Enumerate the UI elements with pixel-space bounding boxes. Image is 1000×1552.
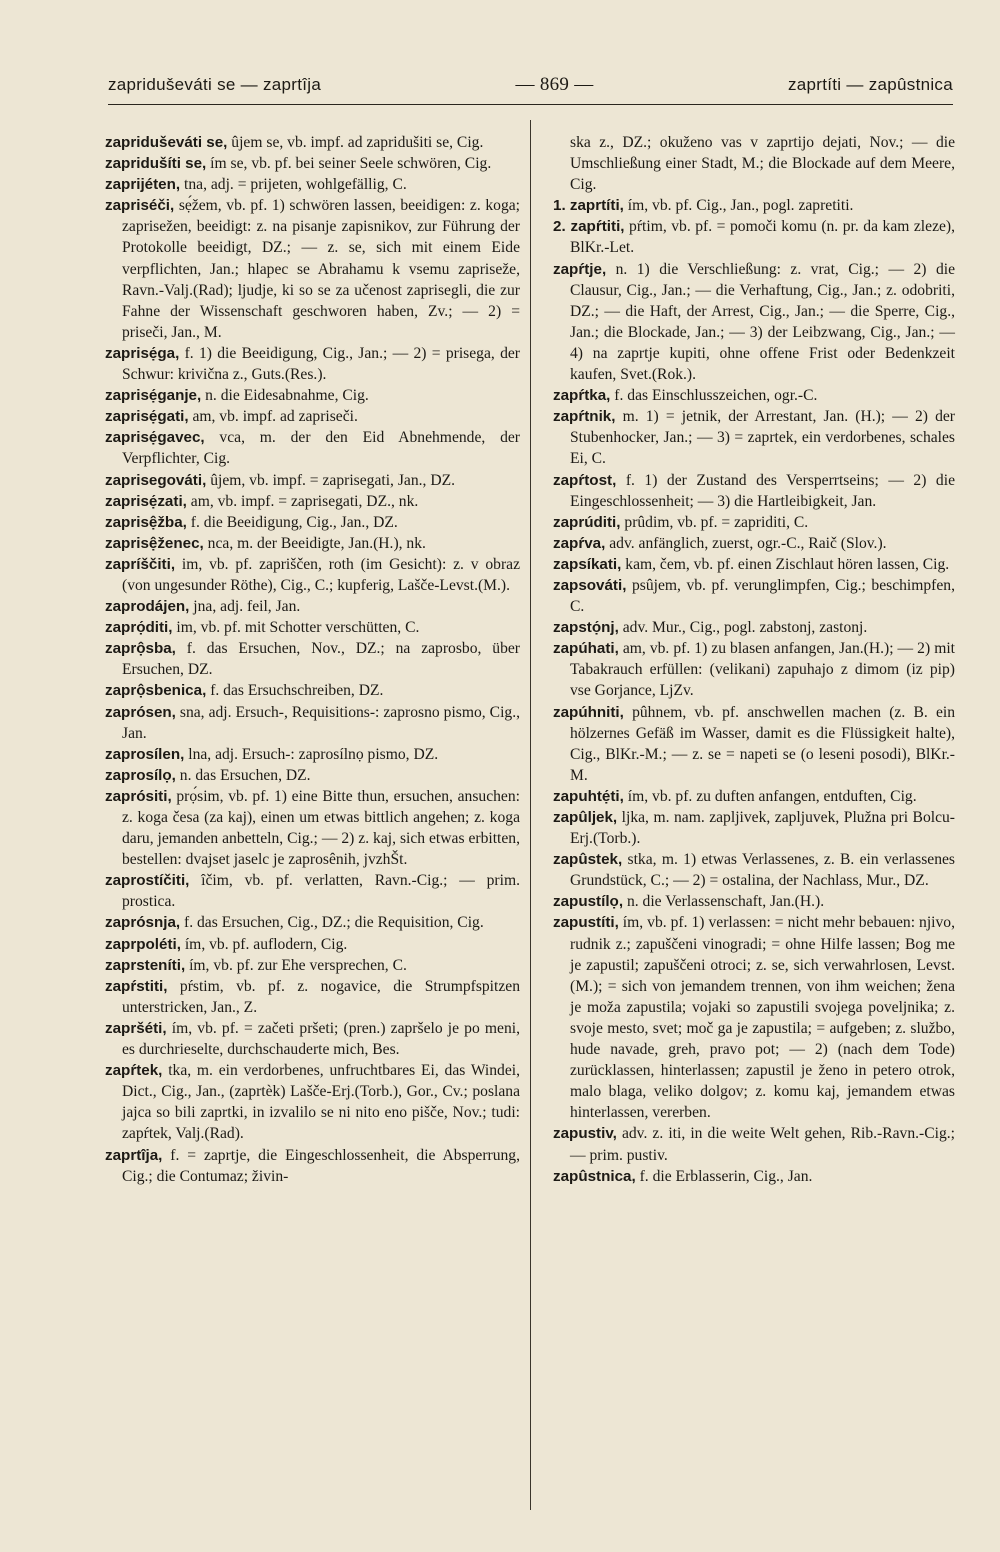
dictionary-entry [105,406,520,427]
entry-definition: jna, adj. feil, Jan. [189,598,301,616]
dictionary-entry [553,849,955,891]
entry-definition: f. die Erblasserin, Cig., Jan. [635,1167,813,1185]
entry-headword: zaprisẹ́ga, [105,344,180,362]
dictionary-entry [105,870,520,912]
entry-definition: ím, vb. pf. zu duften anfangen, entduften, Cig. [623,787,917,805]
entry-definition: sna, adj. Ersuch-, Requisitions-: zaprosno pismo, Cig., Jan. [122,703,520,742]
dictionary-entry [553,195,955,216]
dictionary-entry [105,470,520,491]
entry-headword: zapustíti, [553,914,619,932]
dictionary-entry [553,638,955,701]
entry-definition: psûjem, vb. pf. verunglimpfen, Cig.; beschimpfen, C. [570,576,955,616]
running-header [108,70,953,100]
dictionary-entry [105,174,520,195]
entry-headword: zaprộsbenica, [105,682,207,700]
entry-definition: tka, m. ein verdorbenes, unfruchtbares Ei, das Windei, Dict., Cig., Jan., (zaprtèk) Lašče-Erj.(Torb.), Gor., Cv.; poslana jajca so bili zaprtki, in izvalilo se ni nito eno pišče, Nov.; tudi: zapŕtek, Valj.(Rad). [122,1062,520,1143]
entry-headword: zaprostíčiti, [105,872,190,890]
dictionary-entry [105,786,520,870]
entry-definition: f. das Einschlusszeichen, ogr.-C. [610,387,818,405]
entry-definition: n. 1) die Verschließung: z. vrat, Cig.; — 2) die Clausur, Cig., Jan.; — die Verhaftung, Cig., Jan.; z. odobriti, DZ.; — die Haft, der Arrest, Cig., Jan.; — die Sperre, Cig., Jan.; die Blockade, Jan.; — 3) der Leibzwang, Cig., Jan.; — 4) na zaprtje kupiti, ohne offene Frist oder Bedenkzeit kaufen, Svet.(Rok.). [570,260,955,384]
entry-definition: m. 1) = jetnik, der Arrestant, Jan. (H.); — 2) der Stubenhocker, Jan.; — 3) = zaprtek, ein verdorbenes, schales Ei, C. [570,408,955,468]
dictionary-entry [553,512,955,533]
entry-definition: adv. Mur., Cig., pogl. zabstonj, zastonj. [618,619,868,637]
dictionary-entry [553,912,955,1123]
entry-definition: adv. anfänglich, zuerst, ogr.-C., Raič (Slov.). [605,534,887,552]
header-right-guideword: zaprtíti — zapûstnica [787,75,953,94]
entry-headword: zapûstek, [553,851,623,869]
entry-definition: am, vb. impf. = zaprisegati, DZ., nk. [186,492,419,510]
entry-headword: zaprisệžba, [105,513,187,531]
entry-headword: zaprpoléti, [105,935,181,953]
dictionary-entry [105,765,520,786]
dictionary-entry [553,575,955,617]
entry-definition: ûjem, vb. impf. = zaprisegati, Jan., DZ. [206,471,456,489]
entry-definition: kam, čem, vb. pf. einen Zischlaut hören lassen, Cig. [621,555,950,573]
entry-headword: zapŕtka, [553,387,611,405]
dictionary-entry [105,512,520,533]
dictionary-entry [105,617,520,638]
entry-definition: f. das Ersuchschreiben, DZ. [206,682,384,700]
entry-definition: f. = zaprtje, die Eingeschlossenheit, die Absperrung, Cig.; die Contumaz; živin- [122,1146,520,1185]
entry-definition: ljka, m. nam. zapljivek, zapljuvek, Plužna pri Bolcu-Erj.(Torb.). [570,809,955,848]
dictionary-entry [553,807,955,849]
dictionary-entry [553,406,955,469]
dictionary-entry [105,976,520,1018]
entry-definition: n. die Eidesabnahme, Cig. [201,387,369,405]
entry-headword: zapríščiti, [105,555,176,573]
entry-headword: zaprosílen, [105,745,185,763]
dictionary-entry [105,132,520,153]
entry-definition: f. die Beeidigung, Cig., Jan., DZ. [186,513,398,531]
entry-headword: zaprisẹ́zati, [105,492,187,510]
dictionary-entry [105,680,520,701]
entry-headword: 1. zaprtíti, [553,197,624,215]
entry-definition: ûjem se, vb. impf. ad zapridušiti se, Cig. [227,134,484,151]
entry-definition: f. 1) der Zustand des Versperrtseins; — 2) die Eingeschlossenheit; — 3) die Hartleibigkeit, Jan. [570,471,955,510]
entry-definition: f. 1) die Beeidigung, Cig., Jan.; — 2) = prisega, der Schwur: krivična z., Guts.(Res.). [122,344,520,384]
dictionary-entry [105,427,520,469]
entry-definition: ím, vb. pf. Cig., Jan., pogl. zapretiti. [623,197,854,215]
entry-definition: adv. z. iti, in die weite Welt gehen, Rib.-Ravn.-Cig.; — prim. pustiv. [570,1125,955,1164]
entry-headword: zaprisệženec, [105,534,204,552]
entry-headword: zaprúditi, [553,513,621,531]
entry-definition: im, vb. pf. mit Schotter verschütten, C. [172,619,420,637]
entry-headword: zapstọ́nj, [553,619,619,637]
entry-headword: zapŕtost, [553,471,617,489]
entry-headword: zaprsteníti, [105,956,186,974]
entry-definition: n. die Verlassenschaft, Jan.(H.). [623,893,825,911]
entry-headword: zaprodájen, [105,598,190,616]
dictionary-entry [105,744,520,765]
dictionary-entry [105,638,520,680]
entry-headword: zapŕtje, [553,260,607,278]
entry-headword: zaprisegováti, [105,471,207,489]
dictionary-entry [553,1123,955,1165]
dictionary-entry [105,702,520,744]
column-divider [530,120,531,1510]
entry-headword: zapŕtek, [105,1062,163,1080]
entry-headword: 2. zapŕtiti, [553,218,625,236]
entry-definition: ím, vb. pf. 1) verlassen: = nicht mehr bebauen: njivo, rudnik z.; zapuščeni vinogradi; = ohne Hilfe lassen; Bog me je zapustil; zapuščeni otroci; z. se, sich verwahrlosen, Levst.(M.); = sich von jemandem trennen, von ihm weichen; žena je moža zapustila; vojaki so zapustili svojega poveljnika; z. svoje mesto, svet; moč ga je zapustila; = aufgeben; z. službo, hude navade, greh, pravo pot; — 2) (nach dem Tode) zurücklassen, hinterlassen; zapustil je ženo in petero otrok, malo blaga, veliko dolgov; z. komu kaj, jemandem etwas hinterlassen, vererben. [570,914,955,1122]
entry-definition: pûhnem, vb. pf. anschwellen machen (z. B. ein hölzernes Gefäß im Wasser, damit es die Flüssigkeit halte), Cig., BlKr.-M.; — z. se = napeti se (o leseni posodi), BlKr.-M. [570,703,955,784]
entry-definition: f. das Ersuchen, Nov., DZ.; na zaprosbo, über Ersuchen, DZ. [122,640,520,679]
entry-headword: zapuhtẹ́ti, [553,787,624,805]
entry-headword: zaprósnja, [105,914,181,932]
header-rule [108,104,953,105]
dictionary-entry [553,891,955,912]
entry-definition: stka, m. 1) etwas Verlassenes, z. B. ein verlassenes Grundstück, C.; — 2) = ostalina, der Nachlass, Mur., DZ. [570,851,955,890]
dictionary-entry [105,1060,520,1144]
entry-headword: zaprósiti, [105,787,172,805]
dictionary-entry [105,153,520,174]
entry-headword: zapsováti, [553,576,627,594]
dictionary-entry [553,259,955,386]
entry-definition: ím, vb. pf. zur Ehe versprechen, C. [185,956,407,974]
entry-definition: îčim, vb. pf. verlatten, Ravn.-Cig.; — prim. prostica. [122,872,520,911]
entry-headword: zapustílọ, [553,893,624,911]
dictionary-entry [105,533,520,554]
entry-headword: zapriduševáti se, [105,134,228,151]
entry-headword: zaprisẹ́gavec, [105,429,205,447]
entry-definition: prûdim, vb. pf. = zapriditi, C. [620,513,809,531]
entry-headword: zapûstnica, [553,1167,636,1185]
entry-headword: zapúhati, [553,640,619,658]
entry-headword: zaprộsba, [105,640,176,658]
entry-definition: n. das Ersuchen, DZ. [175,766,311,784]
dictionary-entry [105,1018,520,1060]
entry-definition: pŕtim, vb. pf. = pomoči komu (n. pr. da kam zleze), BlKr.-Let. [570,218,955,257]
entry-headword: zapršéti, [105,1019,167,1037]
entry-definition: nca, m. der Beeidigte, Jan.(H.), nk. [203,534,426,552]
dictionary-entry [105,912,520,933]
dictionary-entry [105,385,520,406]
dictionary-entry [105,955,520,976]
page-number: — 869 — [515,74,594,95]
entry-definition: ím, vb. pf. = začeti pršeti; (pren.) zapršelo je po meni, es durchrieselte, durchschauderte mich, Bes. [122,1019,520,1059]
dictionary-entry [105,1145,520,1187]
entry-definition: ska z., DZ.; okuženo vas v zaprtijo dejati, Nov.; — die Umschließung einer Stadt, M.; die Blockade auf dem Meere, Cig. [570,134,955,194]
entry-headword: zapŕtnik, [553,408,616,426]
dictionary-entry [105,934,520,955]
entry-headword: zaprọ́diti, [105,619,173,637]
entry-definition: prọ́sim, vb. pf. 1) eine Bitte thun, ersuchen, ansuchen: z. koga česa (za kaj), einen um etwas bittlich angehen; z. koga daru, jemanden anbetteln, Cig.; — 2) z. kaj, sich etwas erbitten, bestellen: dvajset jaselc je zaprosênih, jvzhŠt. [122,787,520,869]
entry-definition: am, vb. pf. 1) zu blasen anfangen, Jan.(H.); — 2) mit Tabakrauch erfüllen: (velikani) zapuhajo z dimom (iz pip) vse Gorjance, LjZv. [570,640,955,700]
dictionary-entry [553,1166,955,1187]
dictionary-entry [553,216,955,258]
entry-definition: pŕstim, vb. pf. z. nogavice, die Strumpfspitzen unterstricken, Jan., Z. [122,977,520,1016]
left-column [105,132,520,1187]
entry-definition: im, vb. pf. zapriščen, roth (im Gesicht): z. v obraz (von ungesunder Röthe), Cig., C.; kupferig, Lašče-Levst.(M.). [122,555,520,594]
entry-headword: zapŕva, [553,534,606,552]
dictionary-entry [553,470,955,512]
entry-definition: am, vb. impf. ad zapriseči. [188,408,358,426]
entry-headword: zapriséči, [105,197,175,215]
dictionary-entry [553,617,955,638]
entry-definition: vca, m. der den Eid Abnehmende, der Verpflichter, Cig. [122,429,520,468]
entry-definition: lna, adj. Ersuch-: zaprosílnọ pismo, DZ. [184,745,439,763]
entry-headword: zapúhniti, [553,703,624,721]
entry-definition: ím, vb. pf. auflodern, Cig. [180,935,348,953]
dictionary-entry [105,343,520,385]
dictionary-entry [105,596,520,617]
dictionary-entry [105,554,520,596]
dictionary-entry [553,132,955,195]
entry-definition: sẹ́žem, vb. pf. 1) schwören lassen, beeidigen: z. koga; zaprisežen, beeidigt: z. na pisanje zapisnikov, zur Führung der Protokolle beeidigt, DZ.; — z. se, sich mit einem Eide verpflichten, Jan.; hlapec se Abrahamu k vsemu zapriseže, Ravn.-Valj.(Rad); ljudje, ki so se za učenost zaprisegli, die zur Fahne der Wissenschaft geschworen haben, Zv.; — 2) = priseči, Jan., M. [122,197,520,341]
dictionary-entry [553,554,955,575]
dictionary-entry [553,385,955,406]
dictionary-entry [553,533,955,554]
dictionary-entry [105,195,520,343]
header-left-guideword: zapriduševáti se — zaprtîja [108,75,322,94]
entry-headword: zaprósen, [105,703,176,721]
dictionary-entry [553,702,955,786]
entry-definition: tna, adj. = prijeten, wohlgefällig, C. [180,176,407,194]
entry-headword: zapûljek, [553,809,618,826]
dictionary-entry [553,786,955,807]
right-column [553,132,955,1187]
entry-headword: zaprisẹ́ganje, [105,387,202,405]
entry-headword: zapustiv, [553,1125,617,1143]
dictionary-entry [105,491,520,512]
entry-definition: ím se, vb. pf. bei seiner Seele schwören, Cig. [206,155,492,173]
entry-headword: zapsíkati, [553,555,622,573]
entry-headword: zapŕstiti, [105,977,168,995]
entry-definition: f. das Ersuchen, Cig., DZ.; die Requisition, Cig. [180,914,484,932]
entry-headword: zaprijéten, [105,176,181,194]
entry-headword: zaprosílọ, [105,766,176,784]
entry-headword: zaprisẹ́gati, [105,408,189,426]
entry-headword: zaprtîja, [105,1146,163,1164]
entry-headword: zapridušíti se, [105,155,207,173]
